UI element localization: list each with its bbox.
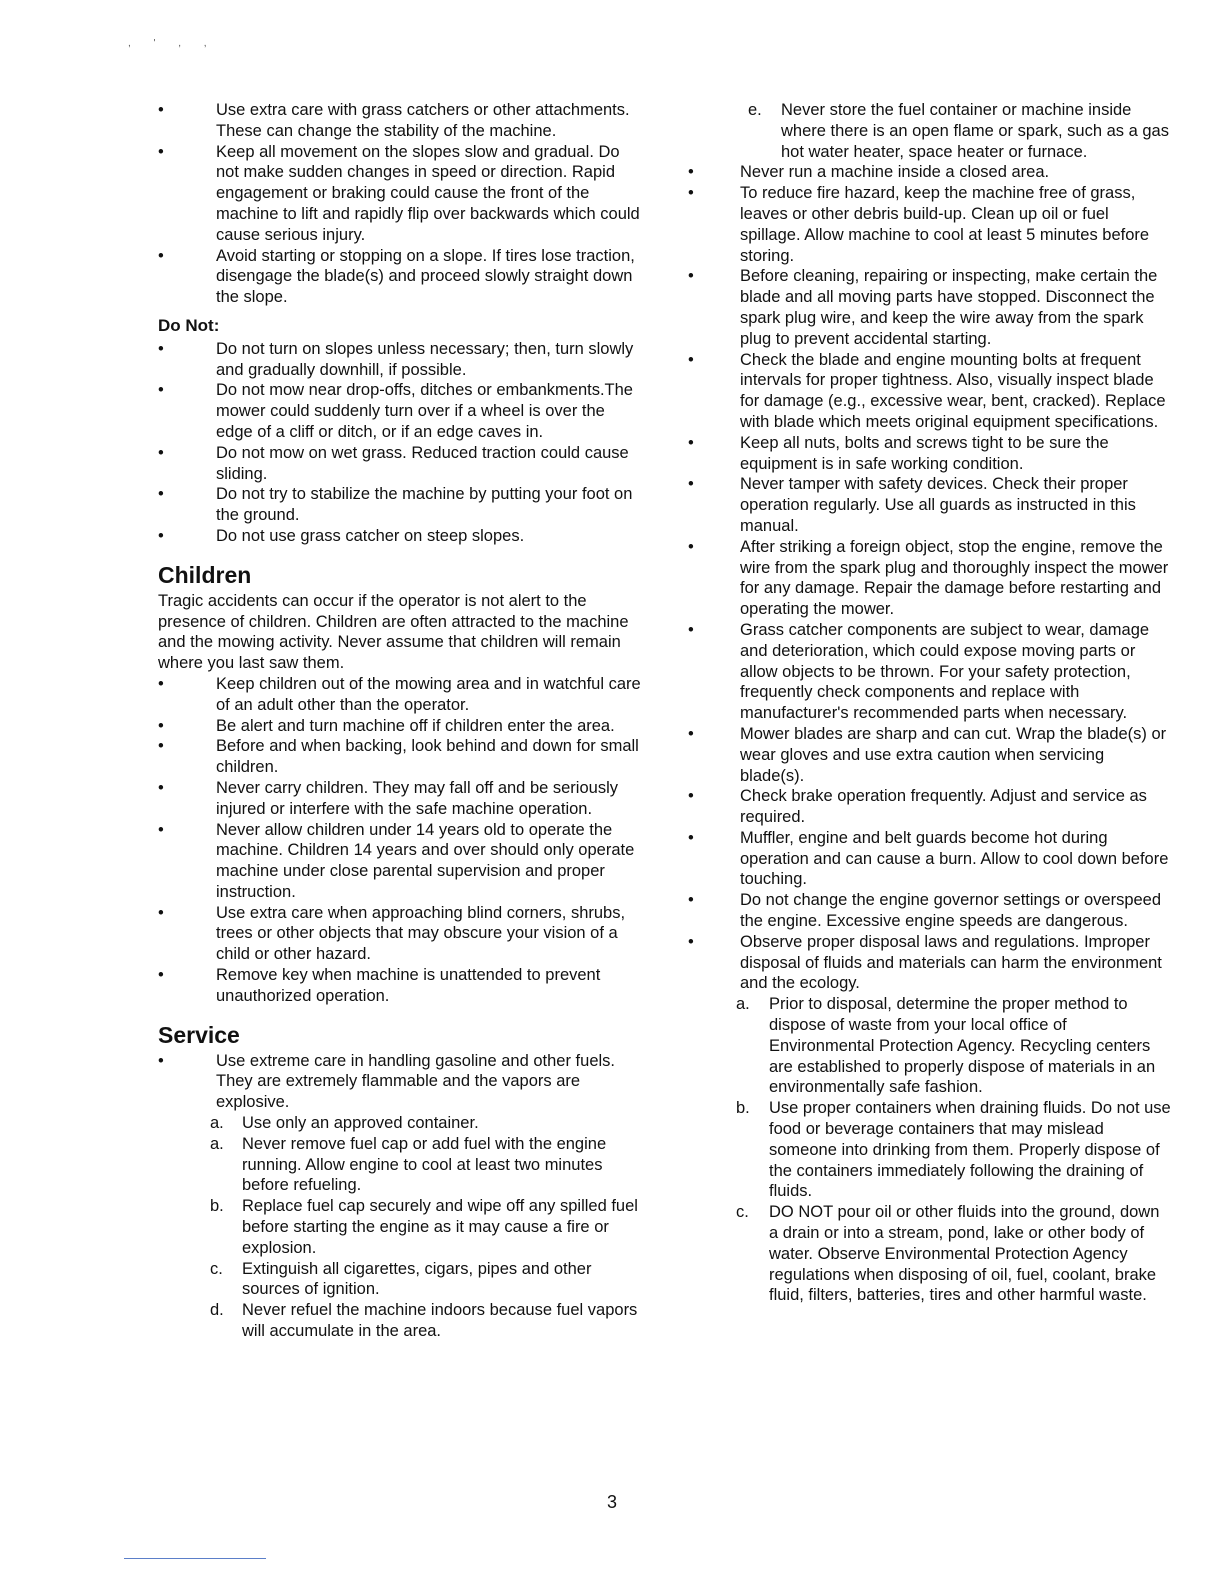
footer-rule bbox=[124, 1558, 266, 1559]
list-item: • Do not try to stabilize the machine by putting your foot on the ground. bbox=[158, 485, 633, 525]
list-item: • Keep all movement on the slopes slow and gradual. Do not make sudden changes in speed or direction. Rapid engagement or braking could cause the front of the machine to lift and rapidly flip over backwards which could cause serious injury. bbox=[158, 142, 640, 244]
left-column bbox=[158, 100, 644, 1342]
bullet-icon: • bbox=[158, 142, 164, 161]
bullet-icon: • bbox=[688, 267, 694, 286]
sub-item: c. Extinguish all cigarettes, cigars, pipes and other sources of ignition. bbox=[210, 1259, 592, 1299]
list-item: • Never run a machine inside a closed area. bbox=[688, 163, 1050, 182]
list-item: • Do not turn on slopes unless necessary; then, turn slowly and gradually downhill, if possible. bbox=[158, 339, 634, 379]
list-item: • Be alert and turn machine off if children enter the area. bbox=[158, 716, 615, 735]
scan-specks: , ' , , bbox=[128, 38, 217, 49]
list-item: • Use extreme care in handling gasoline and other fuels. They are extremely flammable and the vapors are explosive. bbox=[158, 1051, 615, 1112]
bullet-icon: • bbox=[158, 716, 164, 735]
bullet-icon: • bbox=[688, 828, 694, 847]
maintenance-list bbox=[688, 162, 1172, 994]
children-list bbox=[158, 674, 644, 1007]
sub-item: e. Never store the fuel container or machine inside where there is an open flame or spark, such as a gas hot water heater, space heater or furnace. bbox=[748, 101, 1169, 161]
do-not-heading: Do Not: bbox=[158, 315, 220, 335]
list-item: • Never tamper with safety devices. Check their proper operation regularly. Use all guards as instructed in this manual. bbox=[688, 475, 1136, 535]
sub-item: a. Never remove fuel cap or add fuel with the engine running. Allow engine to cool at least two minutes before refueling. bbox=[210, 1134, 607, 1195]
service-heading: Service bbox=[158, 1021, 240, 1048]
list-item: • Avoid starting or stopping on a slope. If tires lose traction, disengage the blade(s) and proceed slowly straight down the slope. bbox=[158, 246, 635, 307]
bullet-icon: • bbox=[158, 1051, 164, 1070]
sub-item: c. DO NOT pour oil or other fluids into the ground, down a drain or into a stream, pond, lake or other body of water. Observe Environmental Protection Agency regulations when disposing of oil, fuel, coolant, brake fluid, filters, batteries, tires and other harmful waste. bbox=[736, 1203, 1160, 1305]
bullet-icon: • bbox=[158, 101, 164, 119]
bullet-icon: • bbox=[688, 724, 694, 743]
sub-item: b. Replace fuel cap securely and wipe off any spilled fuel before starting the engine as it may cause a fire or explosion. bbox=[210, 1197, 638, 1257]
list-item: • Do not mow near drop-offs, ditches or embankments.The mower could suddenly turn over if a wheel is over the edge of a cliff or ditch, or if an edge caves in. bbox=[158, 381, 633, 441]
list-item: • Keep all nuts, bolts and screws tight to be sure the equipment is in safe working condition. bbox=[688, 433, 1109, 473]
bullet-icon: • bbox=[688, 537, 694, 556]
sub-item: d. Never refuel the machine indoors because fuel vapors will accumulate in the area. bbox=[210, 1301, 638, 1341]
bullet-icon: • bbox=[158, 778, 164, 797]
page-number: 3 bbox=[606, 1492, 617, 1512]
bullet-icon: • bbox=[688, 475, 694, 494]
bullet-icon: • bbox=[688, 932, 694, 951]
bullet-icon: • bbox=[158, 246, 164, 265]
list-item: • Use extra care when approaching blind corners, shrubs, trees or other objects that may obscure your vision of a child or other hazard. bbox=[158, 903, 626, 964]
bullet-icon: • bbox=[688, 184, 694, 203]
bullet-icon: • bbox=[158, 737, 164, 756]
list-item: • To reduce fire hazard, keep the machine free of grass, leaves or other debris build-up. Clean up oil or fuel spillage. Allow machine to cool at least 5 minutes before storing. bbox=[688, 184, 1150, 265]
list-item: • Never allow children under 14 years old to operate the machine. Children 14 years and over should only operate machine under close parental supervision and proper instruction. bbox=[158, 820, 635, 901]
list-item: • Observe proper disposal laws and regulations. Improper disposal of fluids and materials can harm the environment and the ecology. bbox=[688, 932, 1162, 993]
right-column bbox=[688, 100, 1172, 1306]
list-item: • Keep children out of the mowing area and in watchful care of an adult other than the operator. bbox=[158, 674, 641, 714]
disposal-sublist bbox=[736, 994, 1172, 1306]
list-item: • Mower blades are sharp and can cut. Wrap the blade(s) or wear gloves and use extra caution when servicing blade(s). bbox=[688, 724, 1167, 785]
sub-item: b. Use proper containers when draining fluids. Do not use food or beverage containers that may mislead someone into drinking from them. Properly dispose of the containers immediately following the draining of fluids. bbox=[736, 1099, 1171, 1201]
bullet-icon: • bbox=[688, 891, 694, 910]
list-item: • Check brake operation frequently. Adjust and service as required. bbox=[688, 787, 1147, 827]
bullet-icon: • bbox=[688, 620, 694, 639]
slope-safety-list bbox=[158, 100, 644, 308]
bullet-icon: • bbox=[158, 526, 164, 545]
bullet-icon: • bbox=[158, 966, 164, 985]
bullet-icon: • bbox=[158, 339, 164, 358]
children-intro: Tragic accidents can occur if the operator is not alert to the presence of children. Children are often attracted to the machine and the mowing activity. Never assume that children will remain where you last saw them. bbox=[158, 591, 629, 673]
list-item: • Muffler, engine and belt guards become hot during operation and can cause a burn. Allow to cool down before touching. bbox=[688, 828, 1169, 889]
list-item: • Remove key when machine is unattended to prevent unauthorized operation. bbox=[158, 966, 601, 1005]
bullet-icon: • bbox=[158, 903, 164, 922]
bullet-icon: • bbox=[688, 163, 694, 182]
bullet-icon: • bbox=[688, 787, 694, 806]
children-heading: Children bbox=[158, 561, 252, 588]
bullet-icon: • bbox=[158, 485, 164, 504]
list-item: • Never carry children. They may fall off and be seriously injured or interfere with the safe machine operation. bbox=[158, 778, 618, 818]
list-item: • Do not change the engine governor settings or overspeed the engine. Excessive engine speeds are dangerous. bbox=[688, 891, 1162, 931]
bullet-icon: • bbox=[688, 433, 694, 452]
list-item: • Check the blade and engine mounting bolts at frequent intervals for proper tightness. Also, visually inspect blade for damage (e.g., excessive wear, bent, cracked). Replace with blade which meets original equipment specifications. bbox=[688, 350, 1166, 431]
list-item: • Use extra care with grass catchers or other attachments. These can change the stability of the machine. bbox=[158, 101, 630, 140]
list-item: • Before cleaning, repairing or inspecting, make certain the blade and all moving parts have stopped. Disconnect the spark plug wire, and keep the wire away from the spark plug to prevent accidental starting. bbox=[688, 267, 1158, 348]
sub-item: a. Prior to disposal, determine the proper method to dispose of waste from your local office of Environmental Protection Agency. Recycling centers are established to properly dispose of materials in an environmentally safe fashion. bbox=[736, 995, 1156, 1097]
do-not-list bbox=[158, 339, 644, 547]
bullet-icon: • bbox=[158, 443, 164, 462]
list-item: • Grass catcher components are subject to wear, damage and deterioration, which could expose moving parts or allow objects to be thrown. For your safety protection, frequently check components and replace with manufacturer's recommended parts when necessary. bbox=[688, 620, 1150, 723]
list-item: • Do not mow on wet grass. Reduced traction could cause sliding. bbox=[158, 443, 629, 483]
list-item: • Do not use grass catcher on steep slopes. bbox=[158, 526, 525, 545]
bullet-icon: • bbox=[688, 350, 694, 369]
sub-item: a. Use only an approved container. bbox=[210, 1114, 479, 1133]
bullet-icon: • bbox=[158, 674, 164, 693]
bullet-icon: • bbox=[158, 381, 164, 400]
bullet-icon: • bbox=[158, 820, 164, 839]
fuel-sublist bbox=[158, 1113, 644, 1342]
list-item: • After striking a foreign object, stop the engine, remove the wire from the spark plug and thoroughly inspect the mower for any damage. Repair the damage before restarting and operating the mower. bbox=[688, 537, 1169, 619]
list-item: • Before and when backing, look behind and down for small children. bbox=[158, 737, 639, 777]
